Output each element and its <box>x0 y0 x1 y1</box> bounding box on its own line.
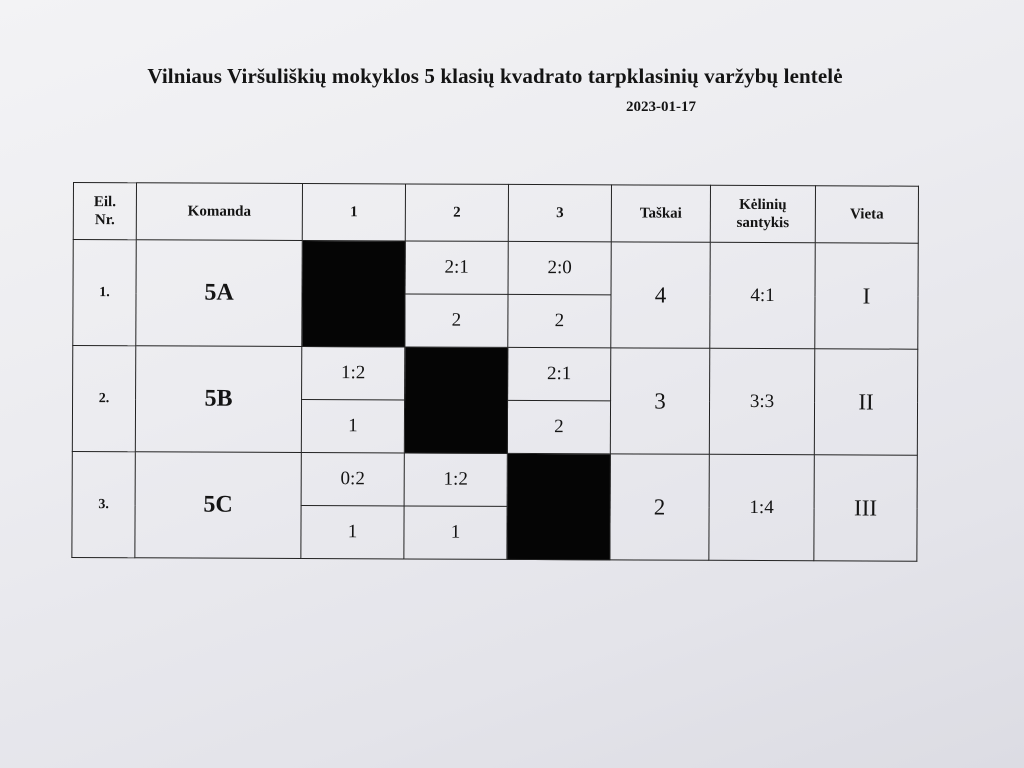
set-ratio: 3:3 <box>709 348 814 454</box>
place: II <box>814 349 917 455</box>
match-points: 1 <box>404 506 507 559</box>
header-ratio-line1: Kėlinių <box>739 196 787 214</box>
match-score: 2:0 <box>508 241 611 294</box>
diagonal-blank-cell <box>507 453 610 559</box>
place: III <box>814 455 917 561</box>
header-team: Komanda <box>136 183 302 241</box>
header-nr-line1: Eil. <box>93 194 116 211</box>
match-points: 1 <box>301 399 404 452</box>
total-points: 4 <box>611 242 710 348</box>
place: I <box>815 243 918 349</box>
match-score: 2:1 <box>508 347 611 400</box>
table-row <box>72 451 917 508</box>
total-points: 2 <box>610 454 709 560</box>
row-number: 1. <box>73 240 136 346</box>
match-points: 1 <box>301 505 404 558</box>
table-row <box>73 346 918 403</box>
diagonal-blank-cell <box>302 241 405 347</box>
header-nr-line2: Nr. <box>94 212 115 229</box>
header-col-2: 2 <box>405 184 508 241</box>
diagonal-blank-cell <box>404 347 507 453</box>
match-points: 2 <box>508 294 611 347</box>
team-name: 5A <box>136 240 302 347</box>
team-name: 5C <box>135 452 301 559</box>
header-col-3: 3 <box>508 184 611 241</box>
header-points: Taškai <box>611 185 710 242</box>
table-row <box>73 240 918 297</box>
match-score: 1:2 <box>302 346 405 399</box>
match-score: 1:2 <box>404 453 507 506</box>
match-points: 2 <box>507 400 610 453</box>
row-number: 3. <box>72 451 135 557</box>
header-col-1: 1 <box>302 184 405 241</box>
header-nr <box>73 183 136 240</box>
header-row <box>73 183 918 244</box>
header-place: Vieta <box>815 186 918 243</box>
team-name: 5B <box>135 346 301 453</box>
set-ratio: 4:1 <box>710 242 815 348</box>
match-score: 0:2 <box>301 452 404 505</box>
document-date: 2023-01-17 <box>626 99 696 115</box>
standings-table <box>71 182 919 562</box>
match-score: 2:1 <box>405 241 508 294</box>
header-ratio <box>710 185 815 242</box>
set-ratio: 1:4 <box>709 454 814 560</box>
document-title: Vilniaus Viršuliškių mokyklos 5 klasių kvadrato tarpklasinių varžybų lentelė <box>147 64 843 88</box>
header-ratio-line2: santykis <box>736 214 790 232</box>
total-points: 3 <box>610 348 709 454</box>
match-points: 2 <box>405 294 508 347</box>
row-number: 2. <box>72 346 135 452</box>
